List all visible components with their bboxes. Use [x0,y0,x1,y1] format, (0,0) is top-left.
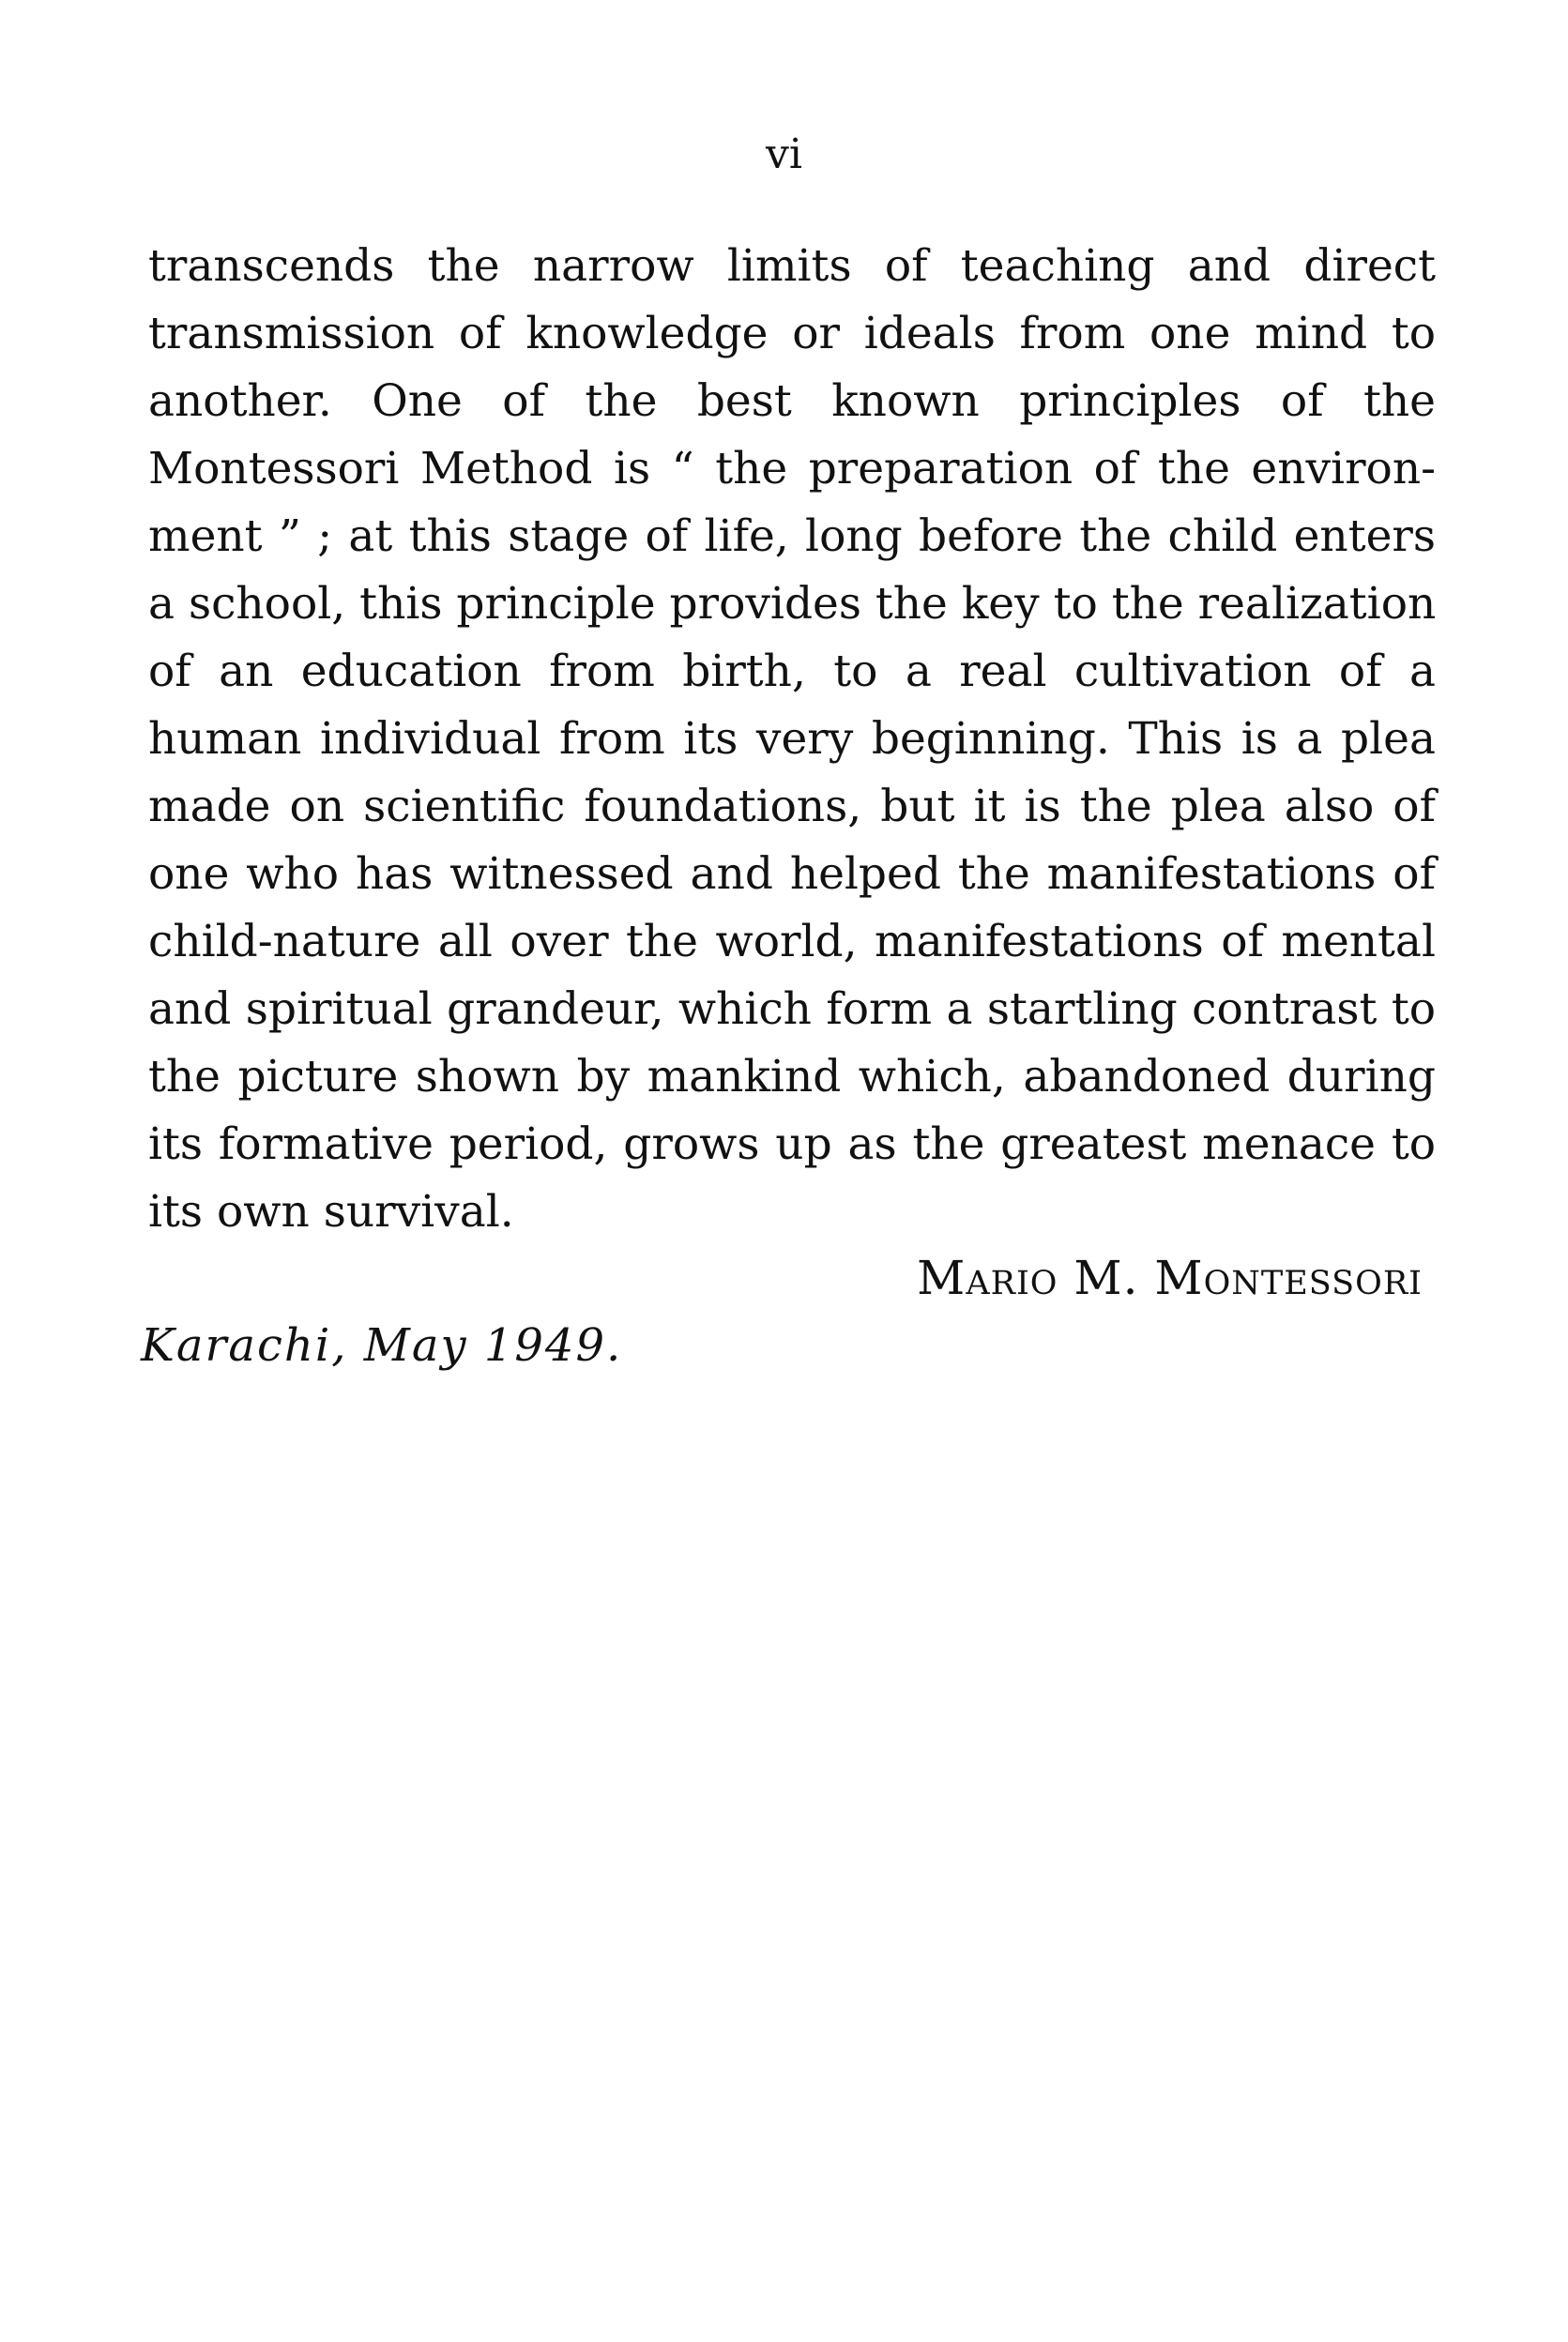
text-line: of an education from birth, to a real cultivation of a [148,646,1436,697]
place-and-date: Karachi, May 1949. [141,1319,623,1372]
text-line: made on scientific foundations, but it is the plea also of [148,781,1436,832]
text-line: one who has witnessed and helped the manifestations of [148,848,1436,900]
page-number: vi [766,130,802,178]
text-line: child-nature all over the world, manifestations of mental [148,916,1436,967]
text-line: Montessori Method is “ the preparation of the environ- [148,443,1436,494]
text-line: transcends the narrow limits of teaching and direct [148,240,1436,292]
text-line: ment ” ; at this stage of life, long before the child enters [148,510,1436,562]
text-line: the picture shown by mankind which, abandoned during [148,1051,1436,1103]
text-line: human individual from its very beginning. This is a plea [148,713,1436,765]
text-line: transmission of knowledge or ideals from one mind to [148,308,1436,359]
body-paragraph [148,233,1436,1246]
text-line: a school, this principle provides the key to the realization [148,578,1437,630]
author-signature: Mario M. Montessori [917,1251,1423,1305]
text-line-last: its own survival. [148,1186,514,1238]
text-line: another. One of the best known principles of the [148,375,1436,427]
text-line: its formative period, grows up as the greatest menace to [148,1118,1436,1170]
text-line: and spiritual grandeur, which form a startling contrast to [148,983,1436,1035]
